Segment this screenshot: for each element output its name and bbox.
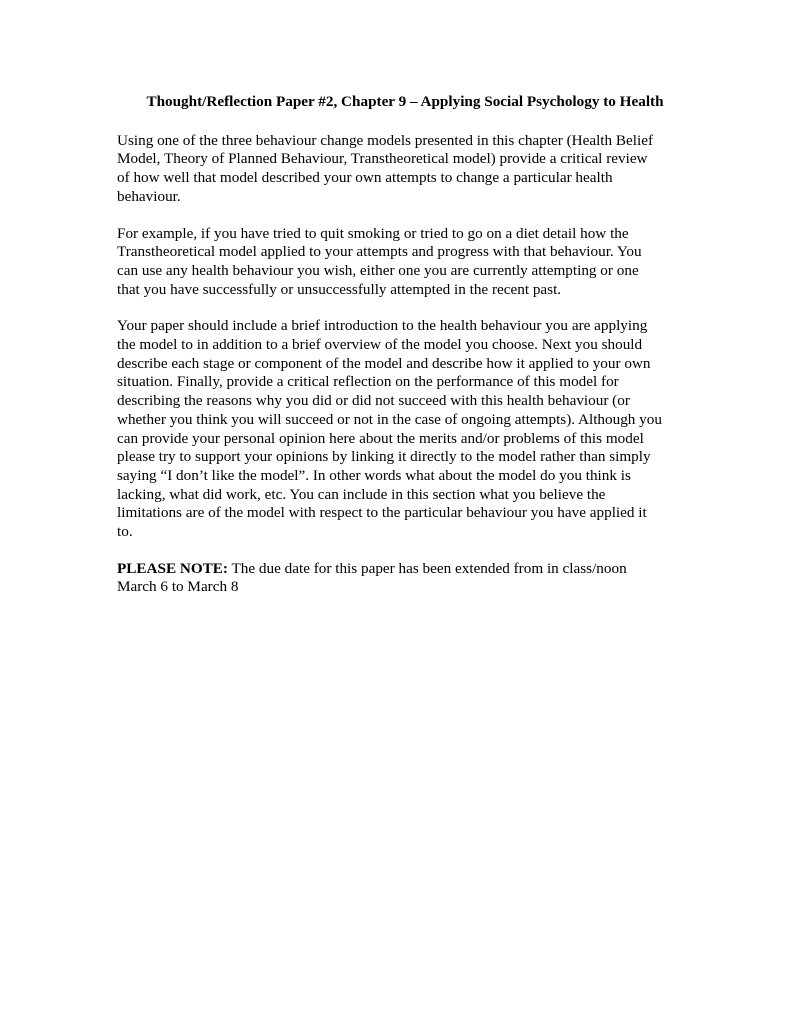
- text-line: can provide your personal opinion here about the merits and/or problems of this model: [117, 429, 644, 447]
- text-line: lacking, what did work, etc. You can include in this section what you believe the: [117, 485, 606, 503]
- text-line: that you have successfully or unsuccessfully attempted in the recent past.: [117, 280, 562, 298]
- paragraph-requirements: [117, 317, 679, 541]
- text-line: describing the reasons why you did or did not succeed with this health behaviour (or: [117, 392, 630, 410]
- note-label: PLEASE NOTE:: [117, 559, 228, 577]
- note-text: The due date for this paper has been extended from in class/noon: [227, 559, 627, 577]
- text-line: Model, Theory of Planned Behaviour, Transtheoretical model) provide a critical review: [117, 150, 648, 168]
- text-line: to.: [117, 523, 133, 541]
- text-line: Transtheoretical model applied to your attempts and progress with that behaviour. You: [117, 243, 642, 261]
- text-line: limitations are of the model with respect to the particular behaviour you have applied it: [117, 504, 647, 522]
- text-line: Using one of the three behaviour change models presented in this chapter (Health Belief: [117, 131, 654, 149]
- text-line: the model to in addition to a brief overview of the model you choose. Next you should: [117, 336, 643, 354]
- document-title: Thought/Reflection Paper #2, Chapter 9 – Applying Social Psychology to Health: [146, 93, 664, 110]
- note-line: March 6 to March 8: [117, 578, 239, 596]
- text-line: situation. Finally, provide a critical reflection on the performance of this model for: [117, 373, 619, 391]
- due-date-note: [117, 560, 679, 597]
- text-line: can use any health behaviour you wish, either one you are currently attempting or one: [117, 261, 639, 279]
- text-line: saying “I don’t like the model”. In other words what about the model do you think is: [117, 466, 631, 484]
- text-line: Your paper should include a brief introduction to the health behaviour you are applying: [117, 317, 648, 335]
- text-line: behaviour.: [117, 187, 181, 205]
- text-line: of how well that model described your own attempts to change a particular health: [117, 169, 613, 187]
- text-line: For example, if you have tried to quit smoking or tried to go on a diet detail how the: [117, 224, 629, 242]
- paragraph-example: [117, 225, 679, 300]
- document-body: [117, 93, 679, 615]
- note-line: [117, 560, 679, 579]
- text-line: please try to support your opinions by linking it directly to the model rather than simply: [117, 448, 651, 466]
- text-line: whether you think you will succeed or not in the case of ongoing attempts). Although you: [117, 410, 662, 428]
- paragraph-intro: [117, 132, 679, 207]
- text-line: describe each stage or component of the model and describe how it applied to your own: [117, 354, 651, 372]
